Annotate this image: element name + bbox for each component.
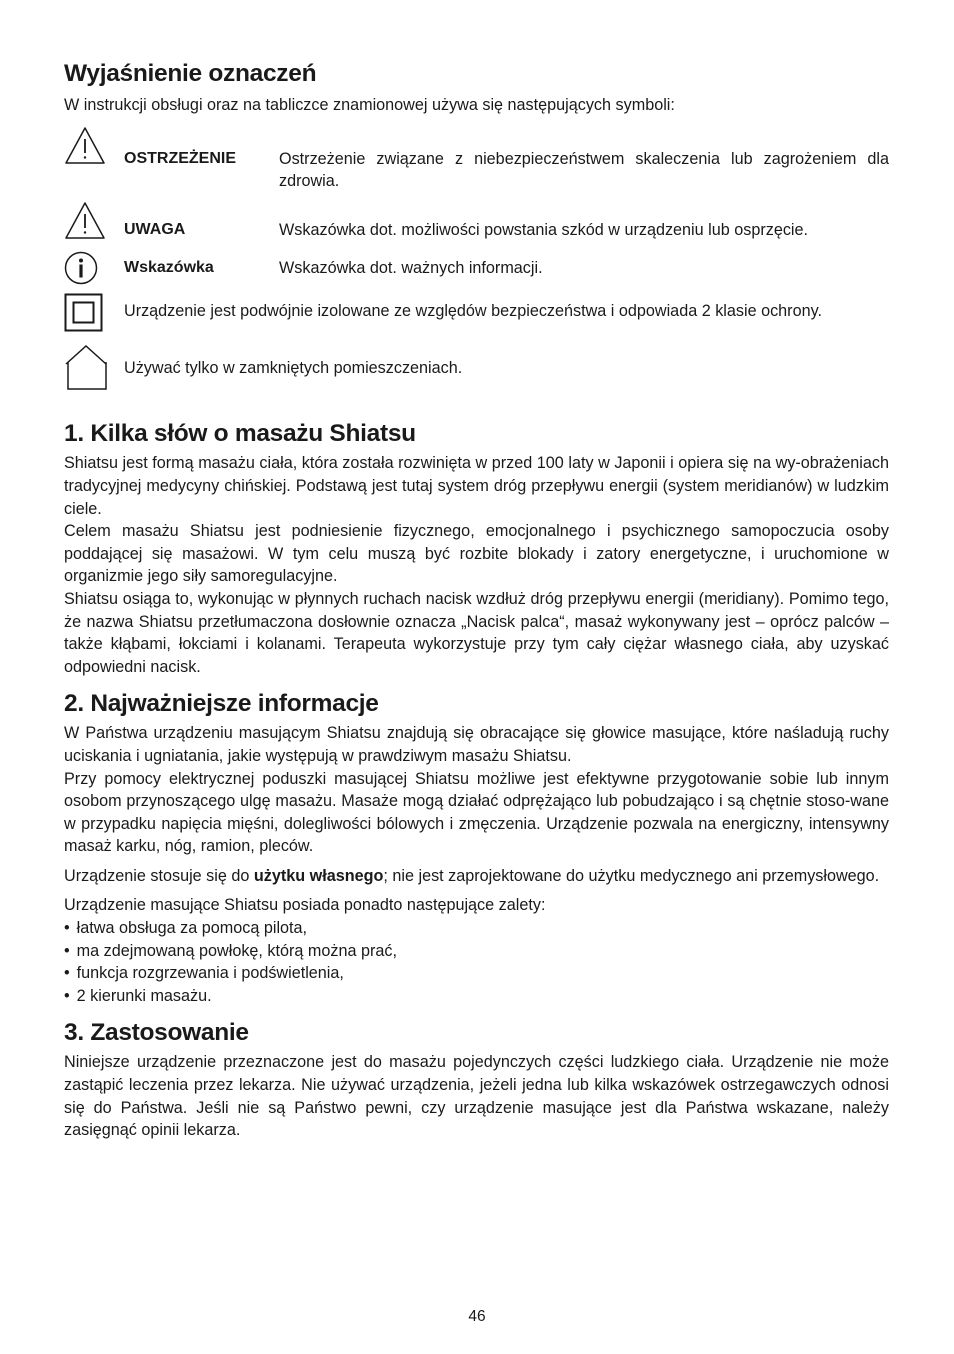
symbol-row-info [64,251,889,287]
info-text: Wskazówka dot. ważnych informacji. [279,259,543,278]
caution-triangle-icon [64,201,106,241]
warning-triangle-icon [64,126,106,166]
section1-title: 1. Kilka słów o masażu Shiatsu [64,420,416,448]
warning-text: Ostrzeżenie związane z niebezpieczeństwem skaleczenia lub zagrożeniem dla zdrowia. [279,149,889,191]
indoor-house-icon [64,344,110,390]
indoor-text: Używać tylko w zamkniętych pomieszczeniach. [124,359,463,378]
page-content [64,58,889,1142]
list-item: • funkcja rozgrzewania i podświetlenia, [64,962,889,985]
section2-title: 2. Najważniejsze informacje [64,690,379,718]
section1-paragraph-2: Celem masażu Shiatsu jest podniesienie fizycznego, emocjonalnego i psychicznego samopoczucia osoby poddającej się masażowi. W tym celu muszą być rozbite blokady i zatory energetyczne, i uruchomione w organizmie jego siły samoregulacyjne. [64,522,889,586]
page-number: 46 [468,1308,486,1325]
list-item: • ma zdejmowaną powłokę, którą można prać, [64,940,889,963]
symbol-row-warning [64,131,889,193]
info-label: Wskazówka [124,259,214,277]
use-text-bold: użytku własnego [253,866,384,885]
symbol-row-double-insulation [64,293,889,333]
symbols-intro: W instrukcji obsługi oraz na tabliczce znamionowej używa się następujących symboli: [64,96,675,114]
section1-paragraph-1: Shiatsu jest formą masażu ciała, która została rozwinięta w przed 100 laty w Japonii i opiera się na wy-obrażeniach tradycyjnej medycyny chińskiej. Podstawą jest tutaj system dróg przepływu energii (system meridianów) w ludzkim ciele. [64,454,889,518]
advantages-intro: Urządzenie masujące Shiatsu posiada ponadto następujące zalety: [64,896,546,915]
list-item: • 2 kierunki masażu. [64,985,889,1008]
section2-use-paragraph [64,865,889,888]
section2-paragraph-1: W Państwa urządzeniu masującym Shiatsu znajdują się obracające się głowice masujące, które naśladują ruchy uciskania i ugniatania, jakie występują w prawdziwym masażu Shiatsu. [64,724,889,765]
symbol-row-indoor [64,344,889,390]
section3-title: 3. Zastosowanie [64,1019,249,1047]
caution-label: UWAGA [124,220,186,238]
section1-paragraph-3: Shiatsu osiąga to, wykonując w płynnych ruchach nacisk wzdłuż dróg przepływu energii (meridiany). Pomimo tego, że nazwa Shiatsu przetłumaczona dosłownie oznacza „Nacisk palca“, masaż wykonywany jest – oprócz palców – także kłąbami, łokciami i kolanami. Terapeuta wykorzystuje przy tym cały ciężar własnego ciała, aby uzyskać odpowiedni nacisk. [64,589,889,676]
double-insulation-text: Urządzenie jest podwójnie izolowane ze względów bezpieczeństwa i odpowiada 2 klasie ochrony. [124,302,822,321]
symbol-row-caution [64,201,889,242]
use-text-after: ; nie jest zaprojektowane do użytku medycznego ani przemysłowego. [383,866,880,885]
advantages-list [64,917,889,1007]
caution-text: Wskazówka dot. możliwości powstania szkód w urządzeniu lub osprzęcie. [279,220,809,239]
info-circle-icon [64,251,100,287]
symbols-title: Wyjaśnienie oznaczeń [64,60,317,87]
use-text-before: Urządzenie stosuje się do [64,866,254,885]
list-item: • łatwa obsługa za pomocą pilota, [64,917,889,940]
section3-paragraph: Niniejsze urządzenie przeznaczone jest do masażu pojedynczych części ludzkiego ciała. Urządzenie nie może zastąpić leczenia przez lekarza. Nie używać urządzenia, jeżeli jedna lub kilka wskazówek ostrzegawczych odnosi się do Państwa. Jeśli nie są Państwo pewni, czy urządzenie masujące jest dla Państwa wskazane, należy zasięgnąć opinii lekarza. [64,1053,889,1140]
warning-label: OSTRZEŻENIE [124,149,237,167]
double-insulation-icon [64,293,104,333]
section2-paragraph-2: Przy pomocy elektrycznej poduszki masującej Shiatsu możliwe jest efektywne przygotowanie sobie lub innym osobom przynoszącego ulgę masażu. Masaże mogą działać odprężająco lub pobudzająco i są chętnie stoso-wane w przypadku napięcia mięśni, dolegliwości bólowych i zmęczenia. Urządzenie pozwala na energiczny, intensywny masaż karku, nóg, ramion, pleców. [64,769,889,856]
